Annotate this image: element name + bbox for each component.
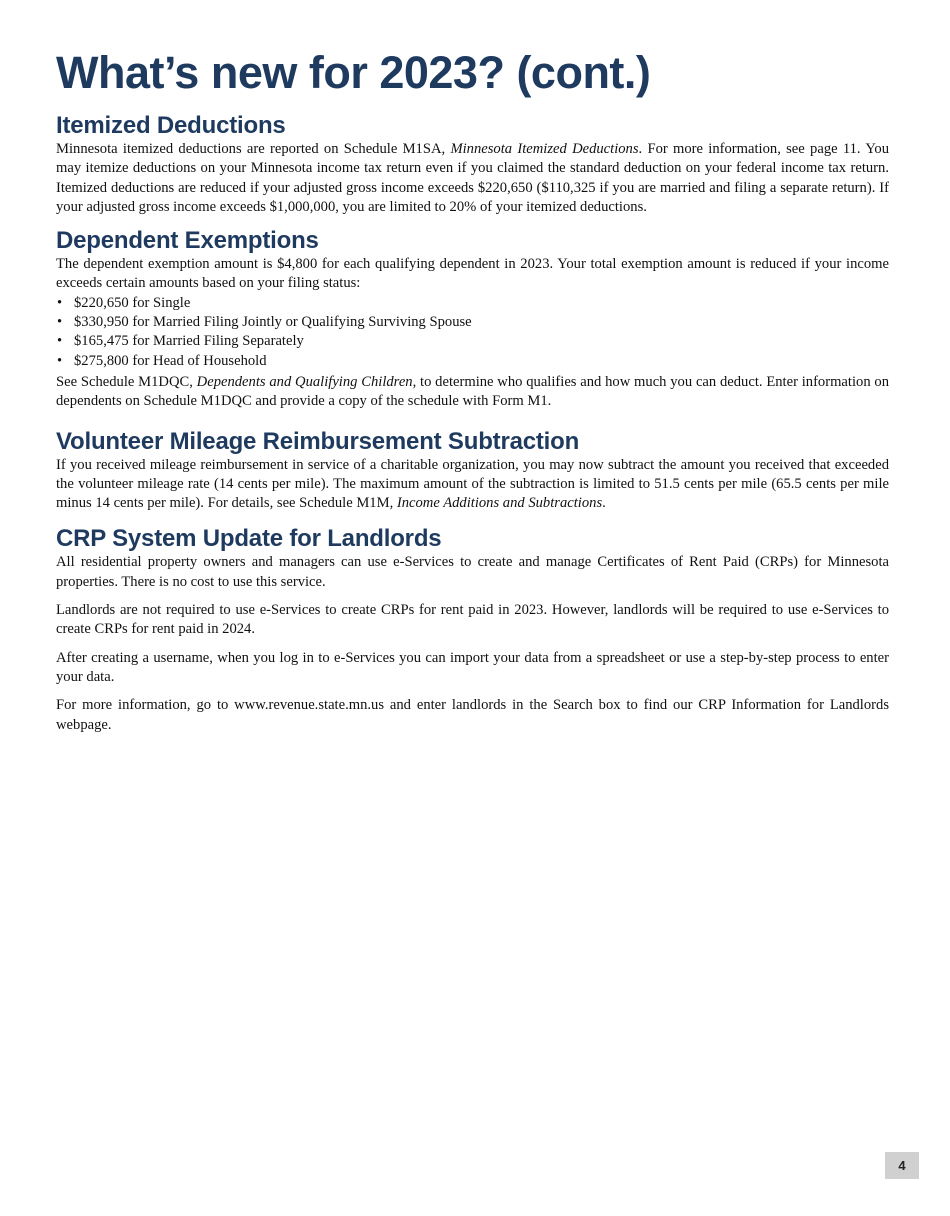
text: , to determine who qualifies and how much you can deduct. Enter information on dependents on Schedule M1DQC and provide a copy of the schedule with Form M1. xyxy=(56,373,889,410)
section-heading: Itemized Deductions xyxy=(56,112,286,139)
section-dependent-exemptions xyxy=(56,227,889,411)
paragraph: After creating a username, when you log in to e-Services you can import your data from a spreadsheet or use a step-by-step process to enter your data. xyxy=(56,649,889,685)
section-volunteer-mileage xyxy=(56,428,889,514)
paragraph xyxy=(56,373,889,412)
paragraph xyxy=(56,140,889,217)
section-heading: Volunteer Mileage Reimbursement Subtraction xyxy=(56,427,580,455)
section-heading: CRP System Update for Landlords xyxy=(56,525,442,553)
list-item: • $330,950 for Married Filing Jointly or Qualifying Surviving Spouse xyxy=(56,313,889,332)
section-crp-update xyxy=(56,525,889,734)
paragraph: All residential property owners and managers can use e-Services to create and manage Certificates of Rent Paid (CRPs) for Minnesota properties. There is no cost to use this service. xyxy=(56,554,889,590)
form-title: Income Additions and Subtractions xyxy=(396,495,603,512)
text: Minnesota itemized deductions are reported on Schedule M1SA, xyxy=(56,141,451,157)
section-heading: Dependent Exemptions xyxy=(56,227,319,255)
section-itemized-deductions xyxy=(56,112,889,217)
list-item: • $165,475 for Married Filing Separately xyxy=(56,332,889,351)
list-item: • $275,800 for Head of Household xyxy=(56,352,889,371)
form-title: Minnesota Itemized Deductions xyxy=(450,141,639,157)
page-title: What’s new for 2023? (cont.) xyxy=(56,47,651,98)
text: If you received mileage reimbursement in service of a charitable organization, you may now subtract the amount you received that exceeded the volunteer mileage rate (14 cents per mile). The maximum amount of the subtraction is limited to 51.5 cents per mile (65.5 cents per mile minus 14 cents per mile). For details, see Schedule M1M, xyxy=(56,456,889,512)
paragraph: For more information, go to www.revenue.state.mn.us and enter landlords in the Search box to find our CRP Information for Landlords webpage. xyxy=(56,697,889,733)
bullet-list xyxy=(56,294,889,371)
text: See Schedule M1DQC, xyxy=(56,373,197,390)
text: . For more information, see page 11. You may itemize deductions on your Minnesota income tax return even if you claimed the standard deduction on your federal income tax return. Itemized deductions are reduced if your adjusted gross income exceeds $220,650 ($110,325 if you are married and filing a separate return). If your adjusted gross income exceeds $1,000,000, you are limited to 20% of your itemized deductions. xyxy=(56,141,889,215)
paragraph: Landlords are not required to use e-Services to create CRPs for rent paid in 2023. However, landlords will be required to use e-Services to create CRPs for rent paid in 2024. xyxy=(56,602,889,638)
text: . xyxy=(602,495,606,512)
page-number: 4 xyxy=(885,1152,919,1179)
form-title: Dependents and Qualifying Children xyxy=(196,373,413,390)
paragraph xyxy=(56,456,889,514)
document-page xyxy=(56,44,889,745)
paragraph: The dependent exemption amount is $4,800 for each qualifying dependent in 2023. Your total exemption amount is reduced if your income exceeds certain amounts based on your filing status: xyxy=(56,256,889,292)
list-item: • $220,650 for Single xyxy=(56,294,889,313)
